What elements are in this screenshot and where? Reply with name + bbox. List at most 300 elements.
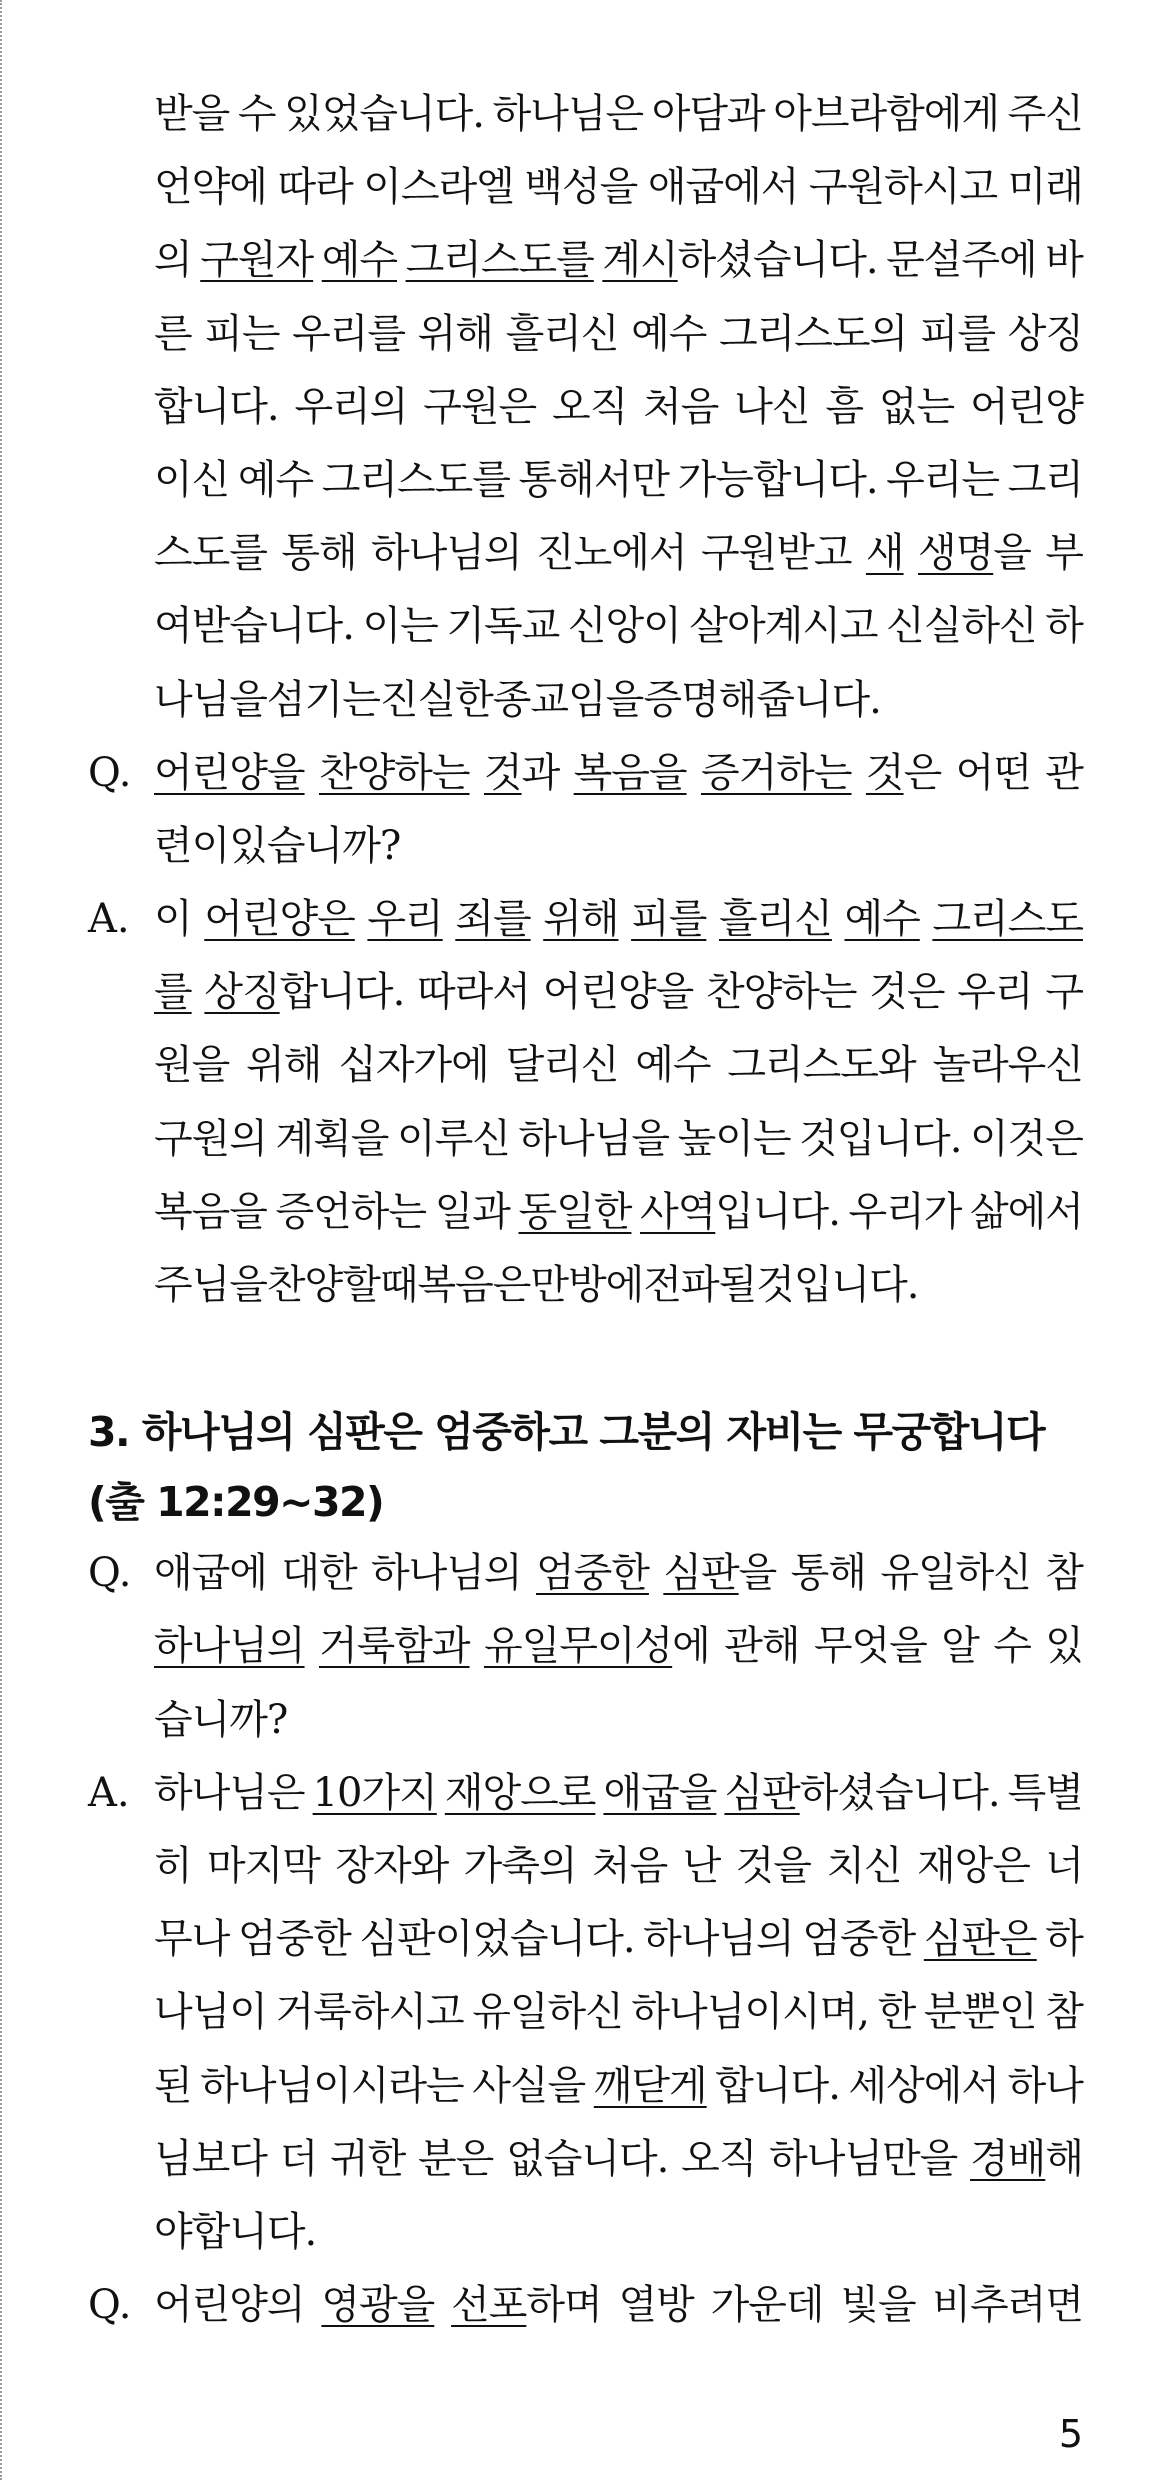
underlined-text: 피를 [631, 896, 707, 943]
underlined-text: 영광을 [321, 2282, 435, 2329]
text-run: 유일하신 [472, 1989, 623, 2036]
text-run: 하나 [1007, 2062, 1083, 2109]
word [524, 151, 637, 224]
word [229, 810, 400, 883]
text-run: 우리 [957, 969, 1033, 1016]
word [592, 1830, 667, 1903]
text-line [154, 151, 1083, 224]
word [484, 1610, 710, 1683]
underlined-text: 계시 [602, 237, 678, 284]
word [825, 371, 863, 444]
text-run: 것입니다. [799, 1115, 962, 1162]
text-run: 없습니다. [506, 2135, 669, 2182]
word [683, 1830, 721, 1903]
word [371, 1537, 522, 1610]
text-run: 신앙이 [567, 603, 681, 650]
text-run: 관 [1045, 749, 1083, 796]
word [543, 956, 694, 1029]
word [418, 2123, 493, 2196]
word [941, 1610, 979, 1683]
text-run: 놀라우신 [932, 1042, 1083, 1089]
word [574, 737, 687, 810]
word [631, 883, 706, 956]
word [154, 1976, 267, 2049]
qa-text [154, 2050, 1083, 2123]
underlined-text: 어린양을 [154, 749, 305, 796]
word [154, 1029, 229, 1102]
word [924, 1976, 1037, 2049]
text-run: 오직 [681, 2135, 757, 2182]
text-run: 우리는 [886, 456, 1000, 503]
answer-marker [88, 1029, 154, 1102]
word [154, 664, 267, 737]
text-run: 나신 [734, 383, 810, 430]
text-line [154, 2269, 1083, 2342]
text-run: 찬양하는 [705, 969, 857, 1016]
word [472, 2050, 585, 2123]
word [435, 1176, 510, 1249]
text-run: 된 [154, 2062, 192, 2109]
word [397, 1103, 510, 1176]
word [543, 883, 618, 956]
word [359, 1903, 634, 1976]
word [154, 956, 192, 1029]
text-run: 귀한 [330, 2135, 406, 2182]
qa-text [154, 1537, 1083, 1610]
question-marker: Q. [88, 1550, 132, 1597]
text-run: 구원은 [423, 383, 537, 430]
answer-line [88, 883, 1083, 956]
word [734, 371, 809, 444]
word [791, 1537, 866, 1610]
text-run: 빛을 [840, 2282, 916, 2329]
underlined-text: 동일한 [518, 1188, 632, 1235]
text-run: 엄중한 [802, 1916, 916, 1963]
question-line [88, 810, 1083, 883]
text-run: 알 [941, 1623, 979, 1670]
text-run: 하나님의 [371, 1550, 522, 1597]
text-run: 것입니다. [756, 1262, 919, 1309]
word [519, 444, 670, 517]
text-run: 하셨습니다. [677, 237, 878, 284]
word [1045, 590, 1083, 663]
text-line [154, 2196, 1083, 2269]
word [451, 2269, 602, 2342]
underlined-text: 찬양하는 [318, 749, 470, 796]
word [643, 664, 756, 737]
word [280, 2123, 318, 2196]
text-run: 이것은 [970, 1115, 1083, 1162]
text-run: 심판이었습니다. [359, 1916, 635, 1963]
word [154, 2196, 192, 2269]
word [769, 2123, 957, 2196]
text-run: 높이는 [677, 1115, 791, 1162]
underlined-text: 생명 [917, 530, 994, 577]
text-run: 진노에서 [535, 530, 687, 577]
text-line [154, 1684, 1083, 1757]
word [154, 737, 305, 810]
word [932, 2269, 1083, 2342]
word [445, 1757, 596, 1830]
word [886, 224, 1037, 297]
section-heading [88, 1397, 1083, 1537]
text-run: 하나님만을 [769, 2135, 958, 2182]
answer-line [88, 1249, 1083, 1322]
text-run: 특별 [1007, 1769, 1083, 1816]
qa-text [154, 1976, 1083, 2049]
text-run: 하나님의 [371, 530, 522, 577]
qa-text [154, 2196, 1083, 2269]
word [736, 1830, 811, 1903]
text-run: 히 [154, 1843, 192, 1889]
text-line [154, 517, 1083, 590]
text-run: 른 [154, 310, 192, 357]
word [484, 737, 559, 810]
text-run: 구원하시고 [808, 164, 998, 211]
text-run: 예수 [237, 456, 314, 503]
text-run: 종교임을 [492, 676, 644, 723]
text-run: 하 [1045, 1916, 1083, 1963]
word [192, 2196, 317, 2269]
word [756, 664, 881, 737]
underlined-text: 그리스도 [932, 896, 1083, 943]
word [207, 1830, 320, 1903]
answer-line [88, 2050, 1083, 2123]
text-run: 하나님의 [643, 1916, 794, 1963]
text-run: 살아계시고 [689, 603, 878, 650]
text-run: 가운데 [710, 2282, 824, 2329]
text-run: 삶에서 [970, 1188, 1083, 1235]
answer-line [88, 2196, 1083, 2269]
text-run: 그리스도의 [718, 310, 908, 357]
qa-block-lamb [88, 737, 1083, 1323]
text-run: 피는 [204, 310, 280, 357]
word [1008, 2050, 1083, 2123]
word [267, 664, 380, 737]
word [406, 224, 594, 297]
answer-marker [88, 956, 154, 1029]
word [1045, 1903, 1083, 1976]
answer-marker: A. [88, 896, 130, 943]
text-run: 따라서 [417, 969, 530, 1016]
text-run: 신실하신 [886, 603, 1037, 650]
question-line [88, 2269, 1083, 2342]
underlined-text: 것 [483, 749, 522, 796]
word [154, 2050, 192, 2123]
word [154, 810, 229, 883]
answer-marker [88, 1830, 154, 1903]
underlined-text: 예수 [844, 896, 920, 943]
word [879, 371, 954, 444]
answer-line [88, 956, 1083, 1029]
text-run: 하나님이시라는 [200, 2062, 464, 2109]
word [276, 1103, 389, 1176]
answer-marker [88, 1903, 154, 1976]
text-line [154, 590, 1083, 663]
word [423, 371, 536, 444]
text-run: 애굽에 [154, 1550, 267, 1597]
text-line [154, 444, 1083, 517]
word [464, 1830, 577, 1903]
text-run: 과 [521, 749, 560, 796]
word [519, 1176, 632, 1249]
question-marker: Q. [88, 2282, 132, 2329]
word [322, 224, 397, 297]
word [330, 2123, 405, 2196]
underlined-text: 엄중한 [535, 1550, 649, 1597]
text-line [154, 78, 1083, 151]
text-run: 더 [279, 2135, 318, 2182]
text-line [154, 2050, 1083, 2123]
word [886, 590, 1037, 663]
word [1008, 78, 1083, 151]
text-run: 마지막 [207, 1843, 320, 1889]
word [238, 1903, 351, 1976]
word [154, 151, 267, 224]
word [519, 1103, 670, 1176]
text-run: 수 [237, 91, 276, 137]
word [701, 737, 852, 810]
text-run: 을 [738, 1550, 777, 1597]
word [1045, 224, 1083, 297]
qa-text [154, 1757, 1083, 1830]
text-run: 나님이 [154, 1989, 267, 2036]
text-run: 예수 [635, 1042, 711, 1089]
text-line [154, 737, 1083, 810]
word [773, 78, 999, 151]
word [154, 1903, 229, 1976]
text-run: 주신 [1007, 91, 1083, 137]
word [367, 883, 442, 956]
question-marker [88, 810, 154, 883]
question-line [88, 737, 1083, 810]
text-run: 합니다. [715, 2062, 840, 2109]
qa-text [154, 810, 1083, 883]
text-line [154, 664, 1083, 737]
text-run: 있 [1045, 1623, 1083, 1670]
text-run: 백성을 [524, 164, 638, 211]
text-run: 우리의 [294, 383, 408, 430]
qa-text [154, 1176, 1083, 1249]
text-line [154, 1976, 1083, 2049]
text-run: 난 [682, 1843, 721, 1889]
word [970, 371, 1083, 444]
word [319, 737, 470, 810]
word [635, 1029, 710, 1102]
text-run: 사실을 [472, 2062, 586, 2109]
underlined-text: 위해 [543, 896, 619, 943]
word [154, 517, 267, 590]
text-run: 참 [1045, 1989, 1083, 2036]
word [154, 444, 229, 517]
text-run: 증명해 [643, 676, 757, 723]
word [455, 883, 530, 956]
answer-marker [88, 1976, 154, 2049]
text-run: 나님을 [154, 676, 267, 723]
word [446, 590, 559, 663]
answer-marker [88, 2196, 154, 2269]
word [154, 224, 192, 297]
underlined-text: 유일무이성 [483, 1623, 673, 1670]
text-run: 미래 [1007, 164, 1083, 211]
text-run: 하나님은 [154, 1769, 305, 1816]
word [418, 298, 493, 371]
word [799, 1103, 961, 1176]
word [880, 1537, 1031, 1610]
text-line [154, 224, 1083, 297]
word [276, 1176, 427, 1249]
text-run: 합니다. [191, 2208, 317, 2255]
text-run: 한 [877, 1989, 916, 2036]
answer-line [88, 1176, 1083, 1249]
word [840, 2269, 915, 2342]
underlined-text: 심판은 [923, 1916, 1037, 1963]
text-run: 해 [1045, 2135, 1083, 2182]
text-run: 없는 [878, 383, 955, 430]
text-run: 처음 [643, 383, 719, 430]
word [267, 1249, 380, 1322]
word [238, 78, 276, 151]
text-run: 그리 [1007, 456, 1083, 503]
text-run: 문설주에 [886, 237, 1037, 284]
answer-marker: A. [88, 1769, 130, 1816]
text-run: 가능합니다. [677, 456, 878, 503]
text-line [154, 1176, 1083, 1249]
word [715, 2050, 840, 2123]
text-run: 습니까? [154, 1696, 288, 1743]
answer-marker [88, 2123, 154, 2196]
text-run: 하셨습니다. [799, 1769, 1000, 1816]
text-run: 줍니다. [756, 676, 881, 723]
text-run: 련이 [154, 822, 230, 869]
word [154, 1537, 267, 1610]
text-run: 우리가 [848, 1188, 962, 1235]
text-run: 구 [1045, 969, 1083, 1016]
underlined-text: 구원자 [200, 237, 314, 284]
page-number: 5 [1058, 2412, 1083, 2456]
word [1045, 956, 1083, 1029]
underlined-text: 재앙으로 [444, 1769, 596, 1816]
word [594, 2050, 707, 2123]
text-run: 치신 [826, 1843, 902, 1889]
word [154, 883, 192, 956]
answer-line [88, 2123, 1083, 2196]
text-run: 바 [1045, 237, 1083, 284]
underlined-text: 심판 [663, 1550, 739, 1597]
text-run: 거룩하시고 [275, 1989, 464, 2036]
text-run: 흠 [825, 383, 864, 430]
text-run: 진실한 [379, 676, 493, 723]
word [281, 517, 356, 590]
word [154, 1830, 192, 1903]
text-run: 분뿐인 [923, 1989, 1037, 2036]
text-run: 어린양을 [542, 969, 694, 1016]
underlined-text: 를 [154, 969, 192, 1016]
answer-marker [88, 1249, 154, 1322]
text-line [154, 883, 1083, 956]
text-run: 비추려면 [932, 2282, 1083, 2329]
word [957, 956, 1032, 1029]
text-run: 위해 [417, 310, 493, 357]
text-run: 복음은 [417, 1262, 531, 1309]
text-run: 하 [1045, 603, 1083, 650]
underlined-text: 깨닫게 [593, 2062, 707, 2109]
word [292, 298, 405, 371]
text-run: 그리스도와 [727, 1042, 916, 1089]
underlined-text: 증거하는 [700, 749, 852, 796]
underlined-text: 예수 [321, 237, 397, 284]
page-left-edge [0, 0, 4, 2480]
word [281, 1537, 356, 1610]
word [154, 1610, 305, 1683]
text-run: 있었습니다. [284, 91, 484, 137]
section-title: 3. 하나님의 심판은 엄중하고 그분의 자비는 무궁합니다 [88, 1408, 1045, 1457]
text-run: 님보다 [154, 2135, 267, 2182]
word [380, 1249, 418, 1322]
text-run: 여받습니다. [154, 603, 354, 650]
section-reference: (출 12:29~32) [88, 1478, 384, 1527]
qa-text [154, 1249, 1083, 1322]
word [756, 1249, 918, 1322]
word [719, 298, 907, 371]
word [970, 1176, 1083, 1249]
word [643, 1249, 756, 1322]
word [506, 2123, 668, 2196]
qa-text [154, 737, 1083, 810]
underlined-text: 사역 [640, 1188, 716, 1235]
text-run: 받을 [154, 91, 230, 137]
word [506, 298, 619, 371]
word [493, 78, 644, 151]
text-run: 대한 [281, 1550, 357, 1597]
word [1008, 1757, 1083, 1830]
text-run: 위해 [246, 1042, 322, 1089]
word [154, 1249, 267, 1322]
text-run: 이신 [154, 456, 230, 503]
text-run: 구원의 [154, 1115, 267, 1162]
text-line [154, 810, 1083, 883]
word [809, 151, 997, 224]
text-run: 피를 [919, 310, 996, 357]
text-run: 에 [672, 1623, 710, 1670]
text-run: 이루신 [397, 1115, 510, 1162]
word [932, 1029, 1083, 1102]
text-run: 분은 [418, 2135, 494, 2182]
underlined-text: 거룩함과 [318, 1623, 470, 1670]
question-marker: Q. [88, 749, 132, 796]
word [724, 1757, 999, 1830]
word [920, 298, 995, 371]
word [866, 737, 941, 810]
text-run: 의 [154, 237, 192, 284]
intro-paragraph [88, 78, 1083, 737]
word [363, 151, 514, 224]
word [1008, 298, 1083, 371]
word [417, 1249, 530, 1322]
text-run: 세상에서 [848, 2062, 1000, 2109]
underlined-text: 우리 [367, 896, 443, 943]
text-run: 있습니까? [229, 822, 401, 869]
text-run: 구원받고 [700, 530, 852, 577]
text-run: 무엇을 [813, 1623, 927, 1670]
text-run: 오직 [552, 383, 628, 430]
text-run: 참 [1045, 1550, 1083, 1597]
text-run: 따라 [277, 164, 353, 211]
text-run: 을 [993, 530, 1031, 577]
word [1008, 151, 1083, 224]
text-run: 통해서만 [518, 456, 670, 503]
word [727, 1029, 915, 1102]
